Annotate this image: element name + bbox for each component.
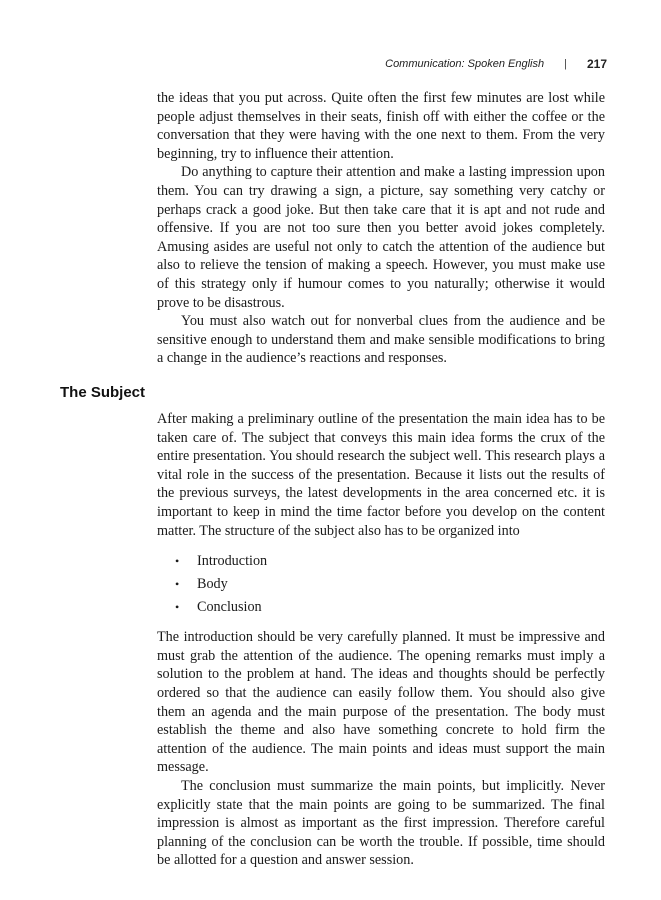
running-title: Communication: Spoken English xyxy=(385,58,545,70)
list-item xyxy=(157,573,605,596)
intro-text xyxy=(157,89,605,368)
section-heading: The Subject xyxy=(60,384,146,401)
header-separator: | xyxy=(564,58,567,70)
list-item-label: Body xyxy=(197,576,228,593)
section-body xyxy=(157,410,605,870)
bullet-icon: • xyxy=(175,577,180,592)
page-number: 217 xyxy=(586,57,607,71)
running-header xyxy=(385,57,607,71)
bullet-icon: • xyxy=(175,600,180,615)
bullet-icon: • xyxy=(175,554,180,569)
list-item-label: Introduction xyxy=(197,553,268,570)
paragraph: Do anything to capture their attention and make a lasting impression upon them. You can try drawing a sign, a picture, say something very catchy or perhaps crack a good joke. But then take care that it is apt and not rude and offensive. If you are not too sure then you better avoid jokes completely. Amusing asides are useful not only to catch the attention of the audience but also to relieve the tension of making a speech. However, you must make use of this strategy only if humour comes to you naturally; otherwise it would prove to be disastrous. xyxy=(157,164,605,311)
list-item-label: Conclusion xyxy=(197,599,262,616)
bullet-list xyxy=(157,550,605,619)
list-item xyxy=(157,550,605,573)
paragraph: The conclusion must summarize the main points, but implicitly. Never explicitly state that the main points are going to be summarized. The final impression is almost as important as the first impression. Therefore careful planning of the conclusion can be worth the trouble. If possible, time should be allotted for a question and answer session. xyxy=(157,777,605,869)
paragraph: After making a preliminary outline of the presentation the main idea has to be taken care of. The subject that conveys this main idea forms the crux of the entire presentation. You should research the subject well. This research plays a vital role in the success of the presentation. Because it lists out the results of the previous surveys, the latest developments in the area concerned etc. it is important to keep in mind the time factor before you develop on the content matter. The structure of the subject also has to be organized into xyxy=(157,411,605,539)
paragraph: the ideas that you put across. Quite often the first few minutes are lost while people adjust themselves in their seats, finish off with either the coffee or the conversation that they were having with the one next to them. From the very beginning, try to influence their attention. xyxy=(157,90,605,162)
paragraph: You must also watch out for nonverbal clues from the audience and be sensitive enough to understand them and make sensible modifications to bring a change in the audience’s reactions and responses. xyxy=(157,313,605,367)
list-item xyxy=(157,596,605,619)
paragraph: The introduction should be very carefully planned. It must be impressive and must grab the attention of the audience. The opening remarks must imply a solution to the problem at hand. The ideas and thoughts should be perfectly ordered so that the audience can easily follow them. You should also give them an agenda and the main purpose of the presentation. The body must establish the theme and also have something concrete to hold firm the attention of the audience. The main points and ideas must support the main message. xyxy=(157,629,605,776)
